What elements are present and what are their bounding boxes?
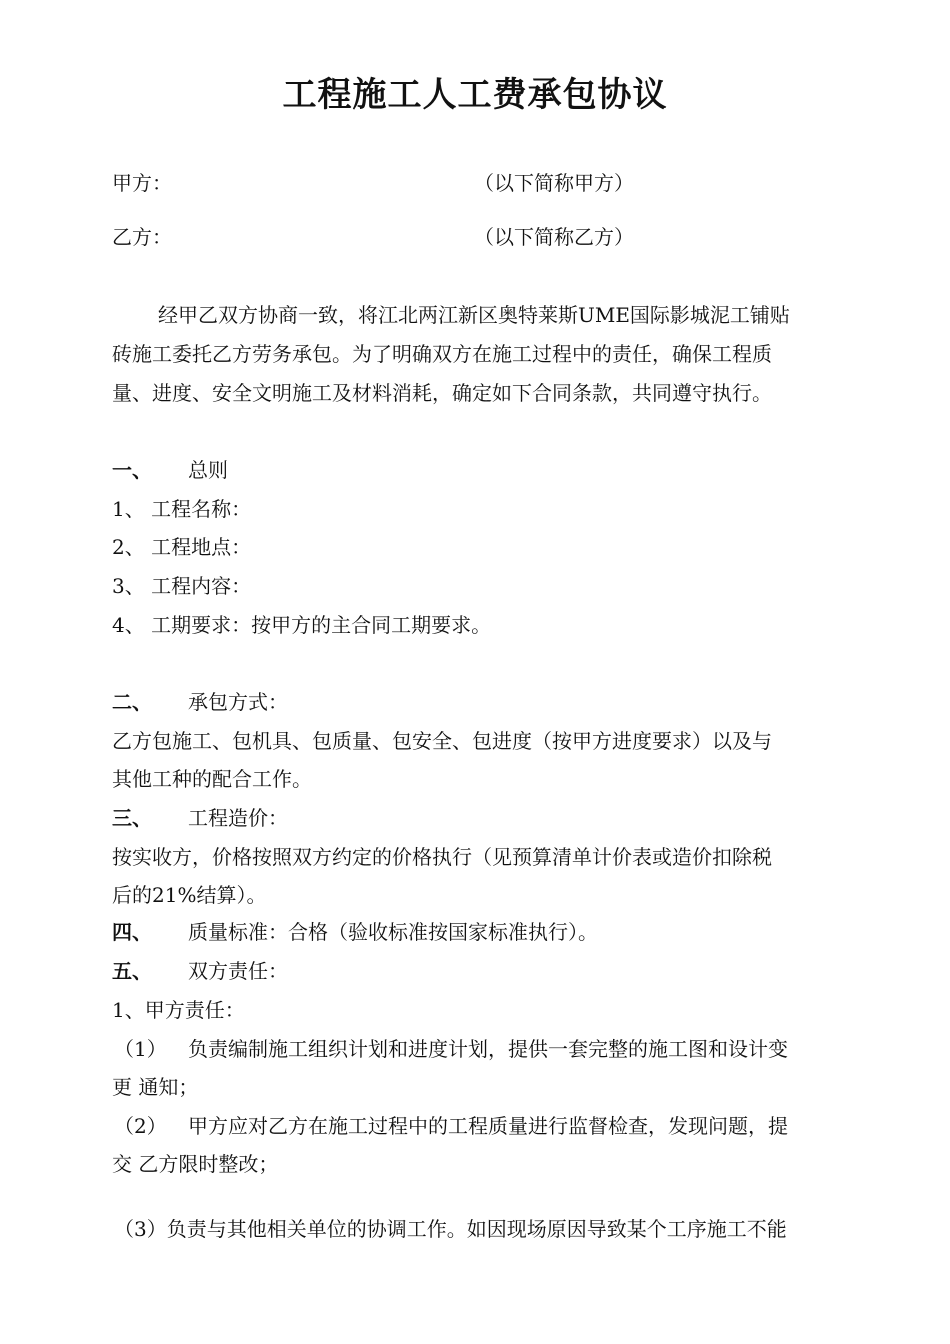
- section-2-number: 二、: [112, 690, 152, 714]
- section-3-line: 后的21%结算）。: [112, 883, 267, 907]
- section-5-number: 五、: [112, 959, 152, 983]
- clause-line: 负责编制施工组织计划和进度计划，提供一套完整的施工图和设计变: [188, 1037, 788, 1061]
- section-4-title: 质量标准：合格（验收标准按国家标准执行）。: [188, 920, 598, 944]
- clause-number: （2）: [114, 1114, 167, 1138]
- clause-line: 甲方应对乙方在施工过程中的工程质量进行监督检查，发现问题，提: [188, 1114, 788, 1138]
- section-1-title: 总则: [188, 458, 228, 482]
- section-2-line: 乙方包施工、包机具、包质量、包安全、包进度（按甲方进度要求）以及与: [112, 729, 772, 753]
- document-title: 工程施工人工费承包协议: [282, 75, 668, 115]
- section-1-item: 1、 工程名称：: [112, 497, 252, 521]
- party-b-label: 乙方：: [112, 225, 172, 249]
- clause-number: （1）: [114, 1037, 167, 1061]
- section-3-title: 工程造价：: [188, 806, 288, 830]
- section-1-number: 一、: [112, 458, 152, 482]
- section-2-line: 其他工种的配合工作。: [112, 767, 312, 791]
- section-3-line: 按实收方，价格按照双方约定的价格执行（见预算清单计价表或造价扣除税: [112, 845, 772, 869]
- section-1-item: 4、 工期要求：按甲方的主合同工期要求。: [112, 613, 492, 637]
- intro-line: 经甲乙双方协商一致，将江北两江新区奥特莱斯UME国际影城泥工铺贴: [158, 303, 790, 327]
- party-a-note: （以下简称甲方）: [474, 171, 634, 195]
- party-a-label: 甲方：: [112, 171, 172, 195]
- party-a-responsibility-heading: 1、甲方责任：: [112, 998, 245, 1022]
- section-1-item: 3、 工程内容：: [112, 574, 252, 598]
- section-5-title: 双方责任：: [188, 959, 288, 983]
- clause-line: 更 通知；: [112, 1075, 199, 1099]
- intro-line: 量、进度、安全文明施工及材料消耗，确定如下合同条款，共同遵守执行。: [112, 381, 772, 405]
- clause-line: 交 乙方限时整改；: [112, 1152, 279, 1176]
- section-2-title: 承包方式：: [188, 690, 288, 714]
- intro-line: 砖施工委托乙方劳务承包。为了明确双方在施工过程中的责任，确保工程质: [112, 342, 772, 366]
- section-1-item: 2、 工程地点：: [112, 535, 252, 559]
- party-b-note: （以下简称乙方）: [474, 225, 634, 249]
- section-4-number: 四、: [112, 920, 152, 944]
- clause-line: （3）负责与其他相关单位的协调工作。如因现场原因导致某个工序施工不能: [114, 1217, 787, 1241]
- section-3-number: 三、: [112, 806, 152, 830]
